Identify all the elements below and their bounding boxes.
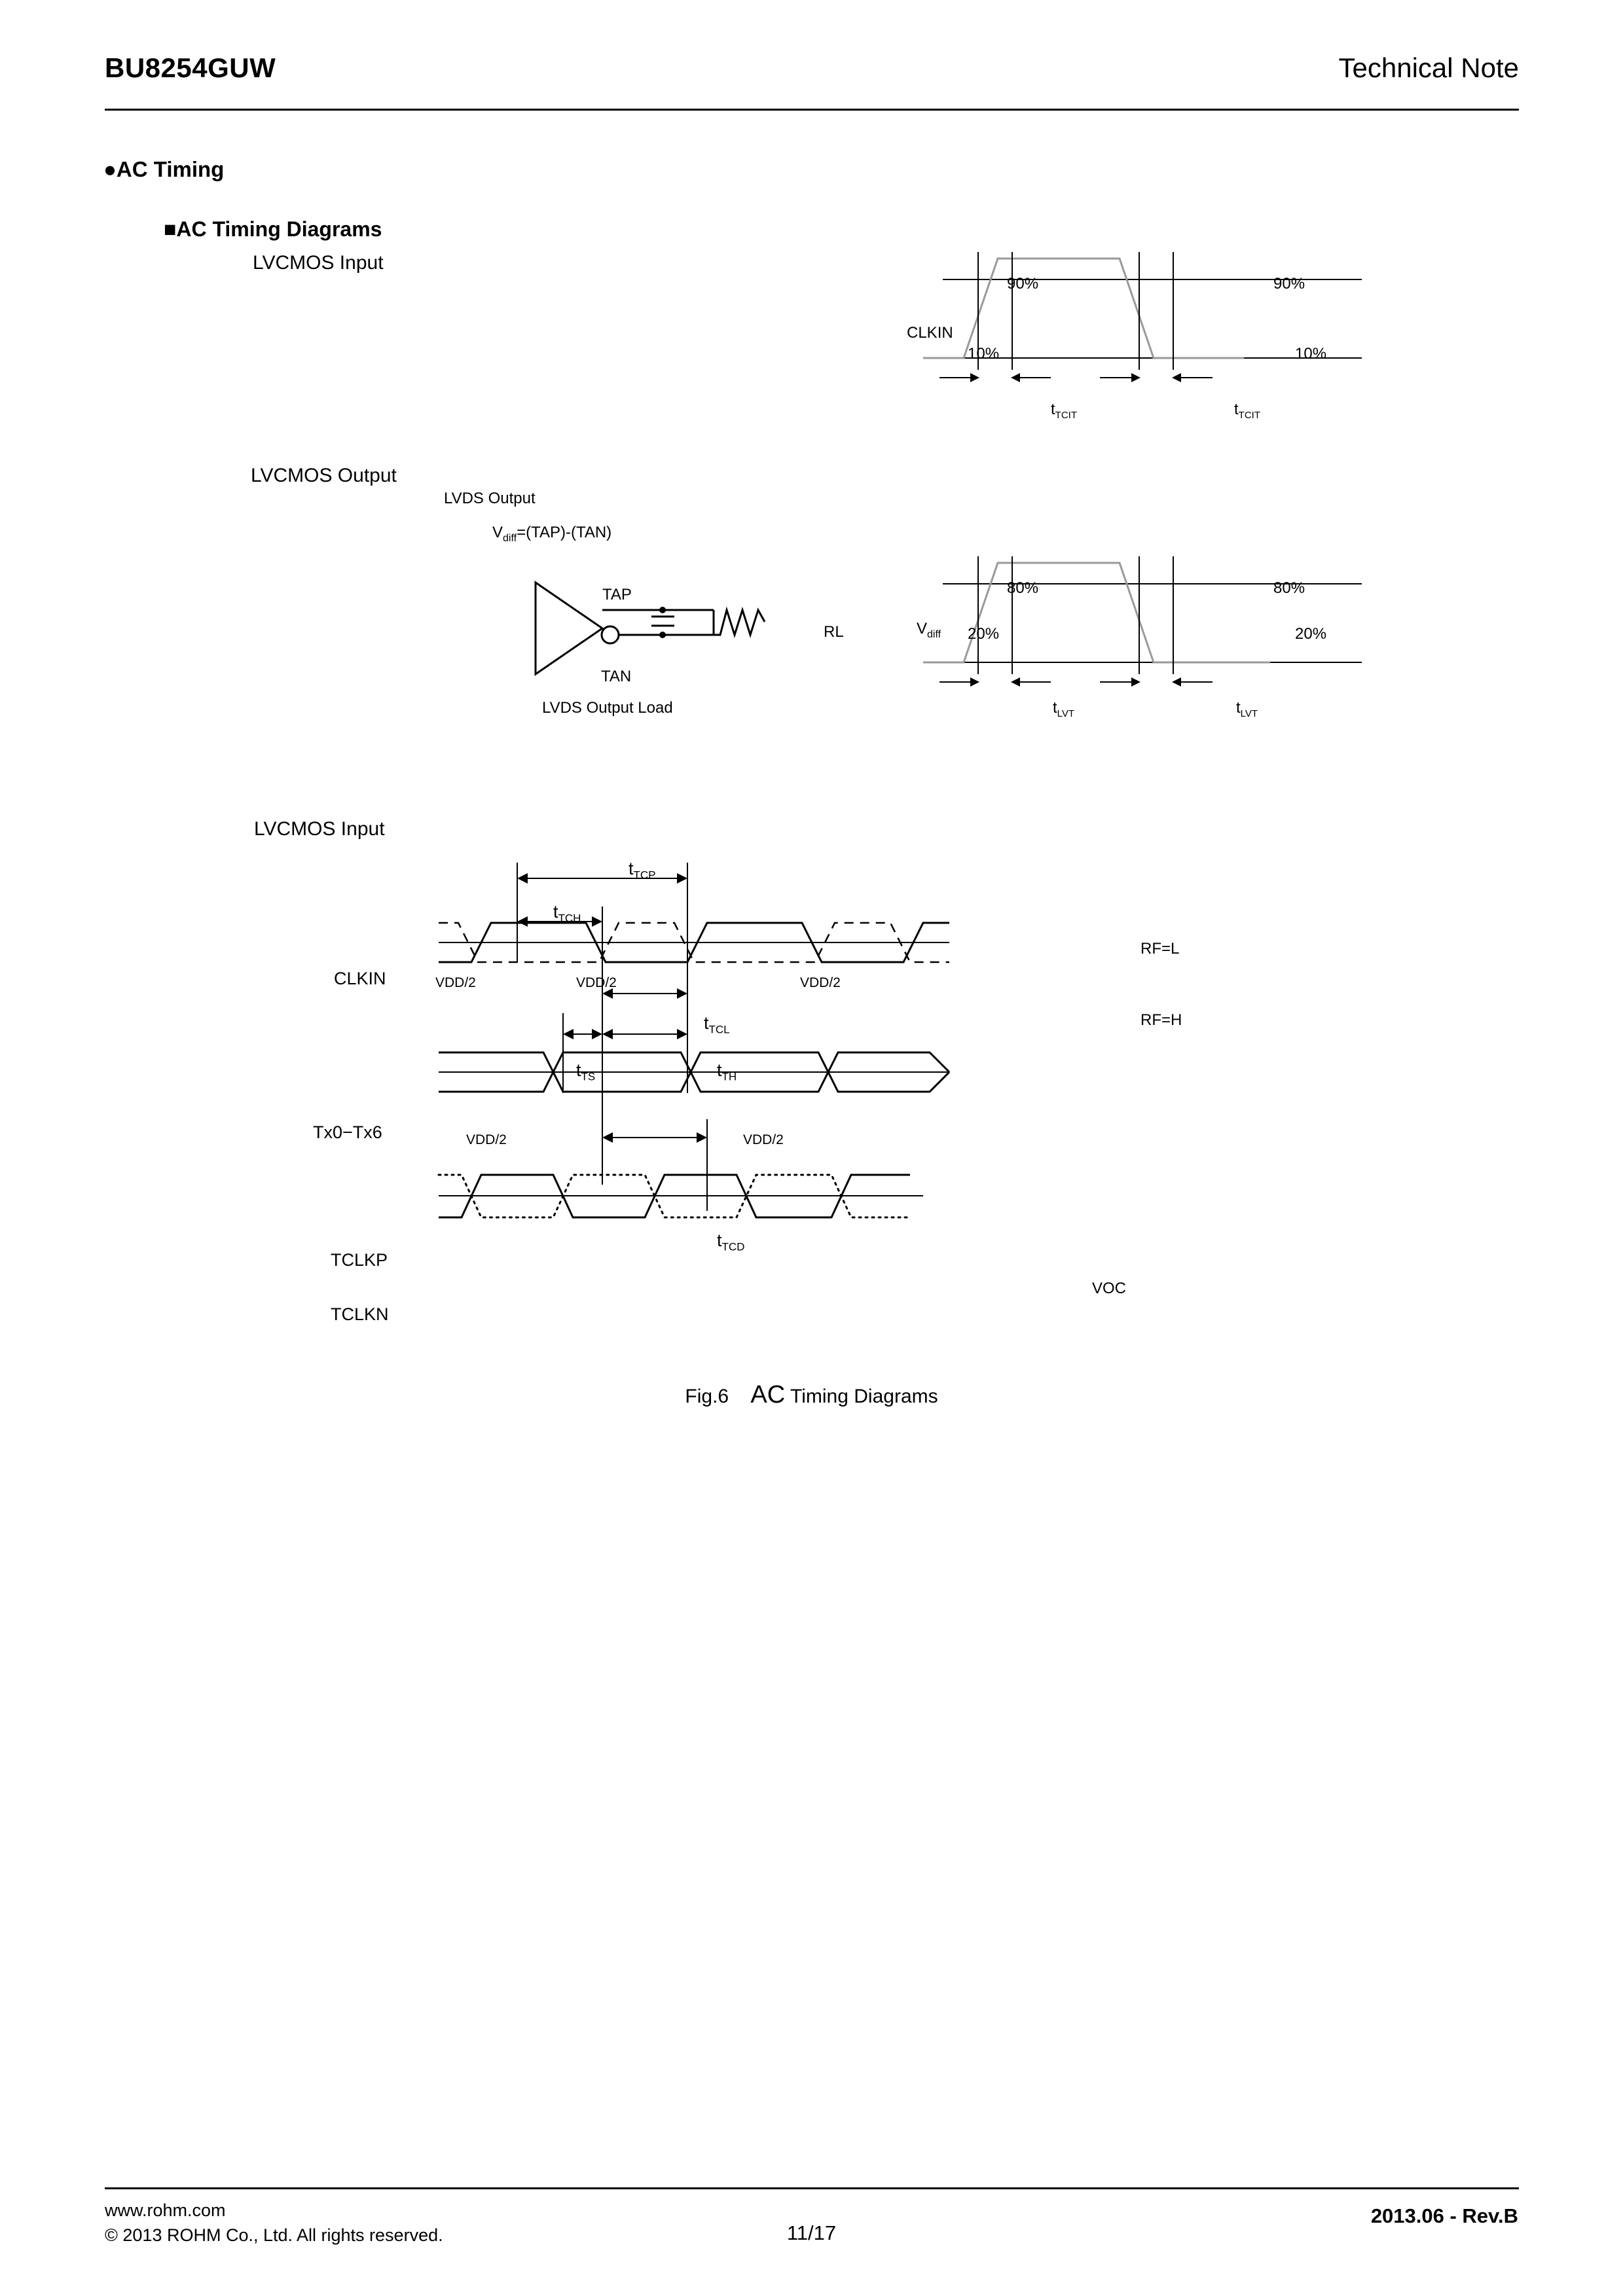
figure-number: Fig.6 (685, 1386, 729, 1407)
page-header (105, 52, 1519, 98)
diagram-ac-timing-full (412, 844, 1192, 1355)
diagram3-threshold-4: VDD/2 (466, 1132, 507, 1147)
footer-revision: 2013.06 - Rev.B (1370, 2204, 1518, 2227)
diagram1-signal-label: CLKIN (907, 324, 953, 342)
diagram2-rl-label: RL (824, 623, 844, 641)
diagram1-level-high-left: 90% (1007, 275, 1039, 293)
diagram3-rf-high-label: RF=H (1140, 1011, 1182, 1029)
figure-name-big: AC (750, 1381, 786, 1408)
diagram3-rf-low-label: RF=L (1140, 940, 1180, 958)
diagram2-vdiff-formula: $V_{diff}=(TAP)-(TAN)$ (492, 524, 612, 544)
diagram3-timing-ttcp: $t_{TCP}$ (629, 859, 656, 882)
diagram3-signal-tclkp: TCLKP (331, 1250, 388, 1270)
diagram2-tap-label: TAP (602, 586, 632, 603)
footer-copyright: © 2013 ROHM Co., Ltd. All rights reserved. (105, 2225, 443, 2245)
diagram2-level-high-left: 80% (1007, 579, 1039, 597)
section-heading-ac-timing-diagrams: ■AC Timing Diagrams (164, 217, 382, 241)
diagram2-level-high-right: 80% (1273, 579, 1305, 597)
diagram2-lvds-output-label: LVDS Output (444, 490, 536, 507)
header-part-number: BU8254GUW (105, 52, 276, 83)
diagram3-threshold-1: VDD/2 (435, 975, 476, 990)
diagram2-rise-time-label: $t_{LVT}$ (1053, 699, 1075, 719)
diagram3-threshold-5: VDD/2 (743, 1132, 784, 1147)
diagram3-timing-tth: $t_{TH}$ (717, 1060, 737, 1083)
diagram1-level-high-right: 90% (1273, 275, 1305, 293)
footer-divider (105, 2187, 1519, 2189)
diagram1-fall-time-label: $t_{TCIT}$ (1234, 401, 1260, 421)
diagram-lvds-output-load (524, 569, 864, 707)
diagram2-tan-label: TAN (601, 668, 632, 685)
diagram1-level-low-left: 10% (968, 345, 1000, 363)
diagram3-signal-clkin: CLKIN (334, 969, 386, 988)
diagram2-level-low-right: 20% (1295, 625, 1327, 643)
diagram1-level-low-right: 10% (1295, 345, 1327, 363)
section-heading-ac-timing: ●AC Timing (103, 157, 225, 181)
header-divider (105, 109, 1519, 111)
diagram2-load-label: LVDS Output Load (542, 699, 673, 717)
diagram1-rise-time-label: $t_{TCIT}$ (1051, 401, 1077, 421)
diagram3-signal-tx: Tx0−Tx6 (313, 1122, 382, 1142)
diagram3-signal-tclkn: TCLKN (331, 1304, 389, 1324)
diagram-lvcmos-input-waveform (903, 232, 1401, 435)
diagram3-title: LVCMOS Input (254, 818, 385, 840)
diagram3-voc-label: VOC (1092, 1280, 1127, 1297)
diagram2-vdiff-axis-label: $V_{diff}$ (917, 620, 941, 640)
diagram3-threshold-2: VDD/2 (576, 975, 617, 990)
footer-website: www.rohm.com (105, 2200, 226, 2220)
diagram3-threshold-3: VDD/2 (800, 975, 841, 990)
diagram2-fall-time-label: $t_{LVT}$ (1236, 699, 1258, 719)
diagram2-title: LVCMOS Output (251, 465, 397, 486)
footer-page-number: 11/17 (786, 2221, 837, 2244)
diagram3-timing-ttcd: $t_{TCD}$ (717, 1230, 745, 1253)
header-doc-type: Technical Note (1338, 52, 1519, 83)
diagram3-timing-ttch: $t_{TCH}$ (553, 902, 581, 925)
figure-name-rest: Timing Diagrams (790, 1386, 938, 1407)
diagram3-timing-tts: $t_{TS}$ (576, 1060, 596, 1083)
diagram1-title: LVCMOS Input (253, 252, 384, 274)
diagram2-level-low-left: 20% (968, 625, 1000, 643)
figure-caption (0, 1381, 1623, 1409)
diagram3-timing-ttcl: $t_{TCL}$ (704, 1013, 730, 1036)
